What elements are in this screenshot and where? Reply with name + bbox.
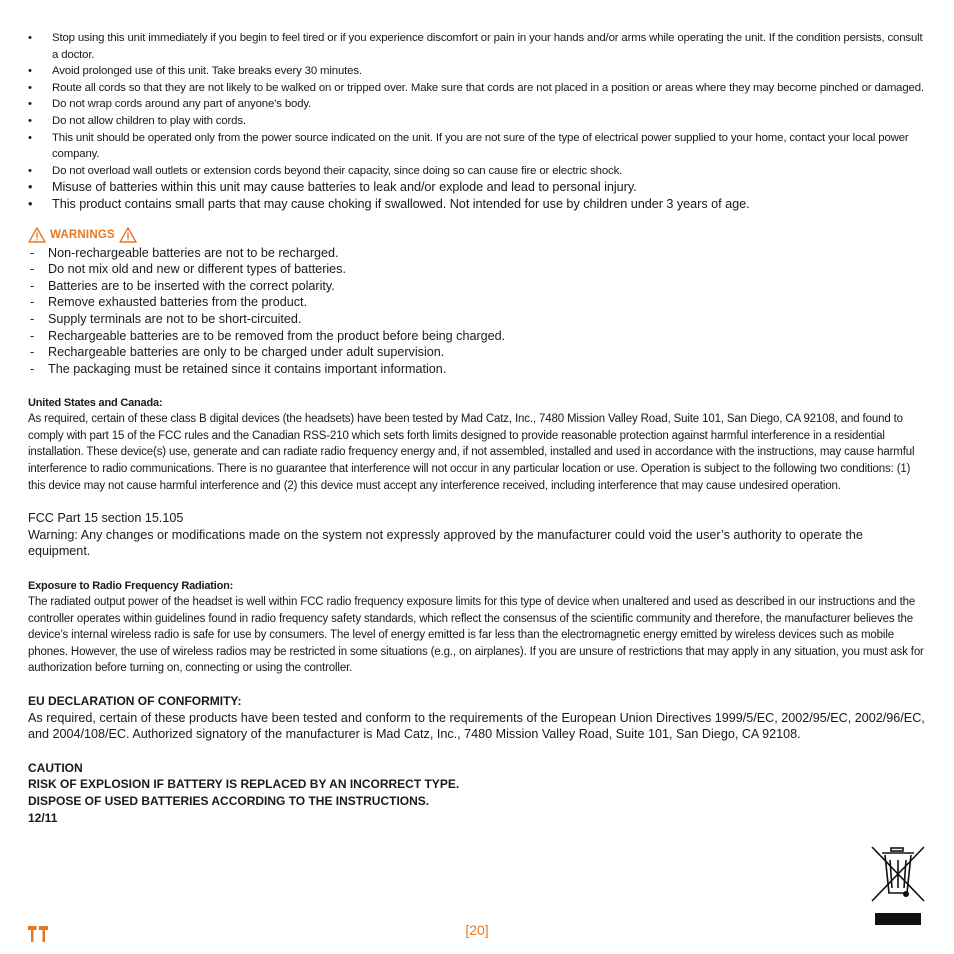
us-canada-title: United States and Canada: xyxy=(28,397,163,410)
list-item: - Non-rechargeable batteries are not to be recharged. xyxy=(28,245,928,262)
list-item: - Do not mix old and new or different types of batteries. xyxy=(28,261,928,278)
warning-triangle-icon xyxy=(28,227,46,243)
list-item: • Do not allow children to play with cords. xyxy=(28,113,928,130)
list-item: - Batteries are to be inserted with the correct polarity. xyxy=(28,278,928,295)
safety-bullet-list xyxy=(28,30,928,213)
eu-declaration-title: EU DECLARATION OF CONFORMITY: xyxy=(28,694,242,708)
caution-line: DISPOSE OF USED BATTERIES ACCORDING TO THE INSTRUCTIONS. xyxy=(28,793,430,808)
rf-exposure-body: The radiated output power of the headset is well within FCC radio frequency exposure limits for this type of device when unaltered and used as described in our instructions and the controller operates within guidelines found in radio frequency safety standards, which reflect the consensus of the scientific community and therefore, the manufacturer believes the device’s internal wireless radio is safe for use by consumers. The level of energy emitted is far less than the electromagnetic energy emitted by wireless devices such as mobile phones. However, the use of wireless radios may be restricted in some situations (e.g., on airplanes). If you are unsure of restrictions that may apply in any situation, you must ask for authorization before turning on, connecting or using the controller. xyxy=(28,596,924,675)
list-item: • This unit should be operated only from the power source indicated on the unit. If you are not sure of the type of electrical power supplied to your home, contact your local power company. xyxy=(28,130,928,163)
list-item: • Do not overload wall outlets or extension cords beyond their capacity, since doing so can cause fire or electric shock. xyxy=(28,163,928,180)
list-item: - Rechargeable batteries are to be removed from the product before being charged. xyxy=(28,328,928,345)
eu-declaration-body: As required, certain of these products have been tested and conform to the requirements of the European Union Directives 1999/5/EC, 2002/95/EC, 2002/96/EC, and 2004/108/EC. Authorized signatory of the manufacturer is Mad Catz, Inc., 7480 Mission Valley Road, Suite 101, San Diego, CA 92108. xyxy=(28,710,925,742)
list-item: • Misuse of batteries within this unit may cause batteries to leak and/or explode and lead to personal injury. xyxy=(28,179,928,196)
rf-exposure-title: Exposure to Radio Frequency Radiation: xyxy=(28,580,234,593)
list-item: - The packaging must be retained since it contains important information. xyxy=(28,361,928,378)
manual-page xyxy=(28,30,928,826)
list-item: • Do not wrap cords around any part of anyone’s body. xyxy=(28,96,928,113)
list-item: • This product contains small parts that may cause choking if swallowed. Not intended for use by children under 3 years of age. xyxy=(28,196,928,213)
list-item: • Route all cords so that they are not likely to be walked on or tripped over. Make sure that cords are not placed in a position or areas where they may become pinched or damaged. xyxy=(28,80,928,97)
caution-title: CAUTION xyxy=(28,760,83,775)
crossed-out-wheelie-bin-icon xyxy=(870,845,926,927)
list-item: - Remove exhausted batteries from the product. xyxy=(28,294,928,311)
page-number: [20] xyxy=(465,922,489,938)
list-item: - Supply terminals are not to be short-circuited. xyxy=(28,311,928,328)
warning-triangle-icon xyxy=(119,227,137,243)
fcc-section xyxy=(28,510,928,560)
list-item: • Stop using this unit immediately if you begin to feel tired or if you experience discomfort or pain in your hands and/or arms while operating the unit. If the condition persists, consult a doctor. xyxy=(28,30,928,63)
caution-date: 12/11 xyxy=(28,810,58,825)
warnings-heading xyxy=(28,225,928,245)
us-canada-body: As required, certain of these class B digital devices (the headsets) have been tested by Mad Catz, Inc., 7480 Mission Valley Road, Suite 101, San Diego, CA 92108, and found to comply with part 15 of the FCC rules and the Canadian RSS-210 which sets forth limits designed to provide reasonable protection against harmful interference in a residential installation. These device(s) use, generate and can radiate radio frequency energy and, if not assembled, installed and used in accordance with the instructions, may cause harmful interference to radio communications. There is no guarantee that interference will not occur in any particular location or use. Operation is subject to the following two conditions: (1) this device may not cause harmful interference and (2) this device must accept any interference received, including interference that may cause undesired operation. xyxy=(28,413,915,492)
list-item: - Rechargeable batteries are only to be charged under adult supervision. xyxy=(28,344,928,361)
warnings-list xyxy=(28,245,928,378)
caution-line: RISK OF EXPLOSION IF BATTERY IS REPLACED BY AN INCORRECT TYPE. xyxy=(28,777,460,792)
caution-block xyxy=(28,760,928,826)
fcc-warning: Warning: Any changes or modifications made on the system not expressly approved by the manufacturer could void the user’s authority to operate the equipment. xyxy=(28,527,863,559)
fcc-heading: FCC Part 15 section 15.105 xyxy=(28,511,184,526)
warnings-title: WARNINGS xyxy=(50,228,115,241)
list-item: • Avoid prolonged use of this unit. Take breaks every 30 minutes. xyxy=(28,63,928,80)
